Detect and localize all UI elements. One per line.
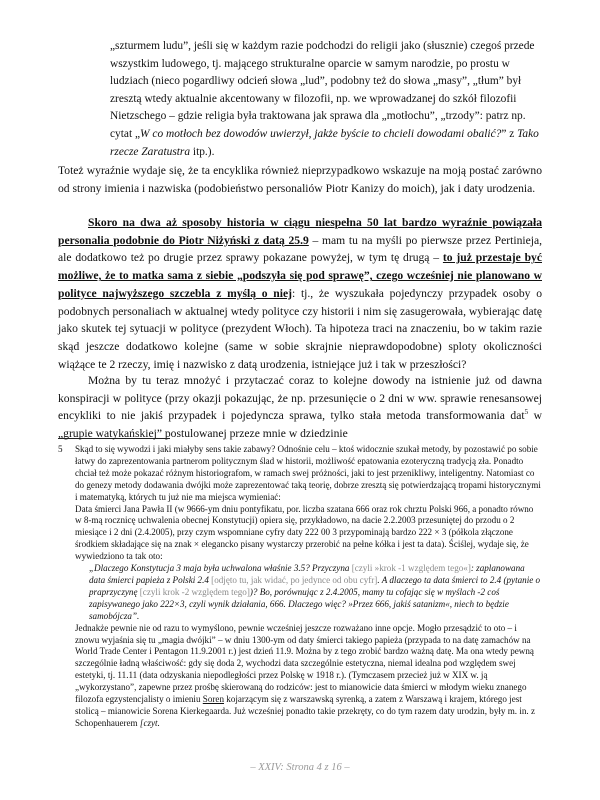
footnote-separator (58, 438, 170, 439)
footnote-paragraph: Jednakże pewnie nie od razu to wymyślono, pewnie wcześniej jeszcze rozważano inne opcje. Mogło przesądzić to oto – i znowu wyjaśnia się tu „magia dwójki” – w dniu 1300-ym od daty śmierci takiego papieża (przypada to na datę zamachów na World Trade Center i Pentagon 11.9.2001 r.) jest dzień 11.9. Można by z tego zrobić bardzo ważną datę. Ma ona wtedy pewną szczególnie ładną właściwość: gdy się doda 2, wychodzi data szczególnie estetyczna, niemal idealna pod względem swej estetyki, tj. 11.11 (data odzyskania niepodległości przez Polskę w 1918 r.). (Tymczasem przecież już w XIX w. ją „wykorzystano”, zapewne przez prośbę skierowaną do rodziców: jest to mianowicie data śmierci w młodym wieku znanego filozofa egzystencjalisty o imieniu Soren kojarzącym się z warszawską syrenką, a zatem z Warszawą i krajem, którego jest stolicą – mianowicie Sorena Kierkegaarda. Już wcześniej ponadto takie przekręty, co do tym razem daty urodzin, były m. in. z Schopenhauerem [czyt. (75, 622, 535, 728)
emphasis-history: Skoro na dwa aż sposoby historia w ciągu niespełna 50 lat bardzo wyraźnie powiązała personalia podobnie do Piotr Niżyński z datą 25.9 (58, 216, 542, 247)
page-footer: – XXIV: Strona 4 z 16 – (250, 762, 350, 773)
underlined-name: Soren (202, 694, 224, 705)
block-quote: „szturmem ludu”, jeśli się w każdym razie podchodzi do religii jako (słusznie) czegoś przede wszystkim ludowego, tj. mającego strukturalne oparcie w samym narodzie, po prostu w ludziach (nieco pogardliwy odcień słowa „lud”, podobny też do słowa „masy”, „tłum” był zresztą wtedy aktualnie akcentowany w filozofii, np. we wprowadzanej do szkół filozofii Nietzschego – gdzie religia była traktowana jak sprawa dla „motłochu”, „trzody”: patrz np. cytat „W co motłoch bez dowodów uwierzył, jakże byście to chcieli dowodami obalić?” z Tako rzecze Zaratustra itp.). (110, 40, 539, 158)
footnote-paragraph: Skąd to się wywodzi i jaki miałyby sens takie zabawy? Odnośnie celu – ktoś widocznie szukał metody, by pozostawić po sobie łatwy do zaprezentowania partnerom politycznym ślad w historii, możliwość epatowania ezoteryczną tradycją zła. Ponadto chciał też może pokazać różnym historiografom, w ramach swej próżności, jaki to jest przenikliwy, inteligentny. Natomiast co do genezy metody dodawania dwójki może zaprezentować taką teorię, dobrze zresztą się potwierdzającą tropami historycznymi i matematyką, których tu już nie ma miejsca wymieniać: (75, 444, 541, 502)
paragraph-encyclical: Toteż wyraźnie wydaje się, że ta encyklika również nieprzypadkowo wskazuje na moją postać zarówno od strony imienia i nazwiska (podobieństwo personaliów Piotr Kanizy do moich), jak i daty urodzenia. (58, 164, 542, 195)
footnote-number: 5 (58, 444, 63, 454)
quote-italic-citation: W co motłoch bez dowodów uwierzył, jakże byście to chcieli dowodami obalić? (140, 127, 502, 140)
footnote (58, 444, 542, 730)
emphasis-planned: to już przestaje być możliwe, że to matka sama z siebie „podszyła się pod sprawę”, czego wcześniej nie planowano w polityce najwyższego szczebla z myślą o niej (58, 251, 542, 300)
book-title: Tako rzecze Zaratustra (110, 127, 539, 158)
footnote-body (75, 444, 542, 730)
footnote-quote: „Dlaczego Konstytucja 3 maja była uchwalona właśnie 3.5? Przyczyna [czyli »krok -1 względem tego«]: zaplanowana data śmierci papieża z Polski 2.4 [odjęto tu, jak widać, po jedynce od obu cyfr]. A dlaczego ta data śmierci to 2.4 (pytanie o praprzyczynę [czyli krok -2 względem tego])? Bo, porównując z 2.4.2005, mamy tu cofając się w myślach -2 coś zapisywanego jako 222×3, czyli wynik działania, 666. Dlaczego więc? »Przez 666, jakiś satanizm«, niech to będzie samobójcza”. (89, 563, 541, 621)
footnote-reference[interactable]: 5 (524, 408, 529, 417)
paragraph-history: Skoro na dwa aż sposoby historia w ciągu niespełna 50 lat bardzo wyraźnie powiązała personalia podobnie do Piotr Niżyński z datą 25.9 – mam tu na myśli po pierwsze przez Pertinieja, ale dodatkowo też po drugie przez sprawy pokazane powyżej, w tym tę drugą – to już przestaje być możliwe, że to matka sama z siebie „podszyła się pod sprawę”, czego wcześniej nie planowano w polityce najwyższego szczebla z myślą o niej: tj., że wyszukała pojedynczy przypadek osoby o podobnych personaliach w aktualnej wtedy polityce czy historii i nim się zasugerowała, wybierając datę jako skutek tej sytuacji w polityce (prezydent Włoch). Ta hipoteza traci na znaczeniu, bo w takim razie skąd jeszcze dodatkowo kolejne (same w sobie skrajnie nieprawdopodobne) sploty okoliczności wiążące te 2 rzeczy, imię i nazwisko z datą urodzenia, istniejące już i tak w przeszłości? (58, 216, 543, 371)
footnote-paragraph: Data śmierci Jana Pawła II (w 9666-ym dniu pontyfikatu, por. liczba szatana 666 oraz rok chrztu Polski 966, a ponadto równo w 8-mą rocznicę uchwalenia obecnej Konstytucji) opiera się, przykładowo, na dacie 2.2.2003 przesuniętej do przodu o 2 miesiące i 2 dni (2.4.2005), przy czym wspomniane cyfry daty 222 00 3 przypominają bardzo 222 × 3 (półkola złączone środkiem składające się na znak × elegancko pisany wystarczy przerobić na pełne kółka i jest ta data). Ściślej, wydaje się, że wywiedziono ta tak oto: (75, 503, 534, 562)
paragraph-conspiracy: Można by tu teraz mnożyć i przytaczać coraz to kolejne dowody na istnienie już od dawna konspiracji w polityce (przy okazji pokazując, że np. przesunięcie o 2 dni w ww. sprawie renesansowej encykliki to nie jakiś przypadek i pojedyncza sprawa, tylko stała metoda transformowania dat$^5$ w „grupie watykańskiej” postulowanej przeze mnie w dziedzinie (58, 374, 542, 441)
